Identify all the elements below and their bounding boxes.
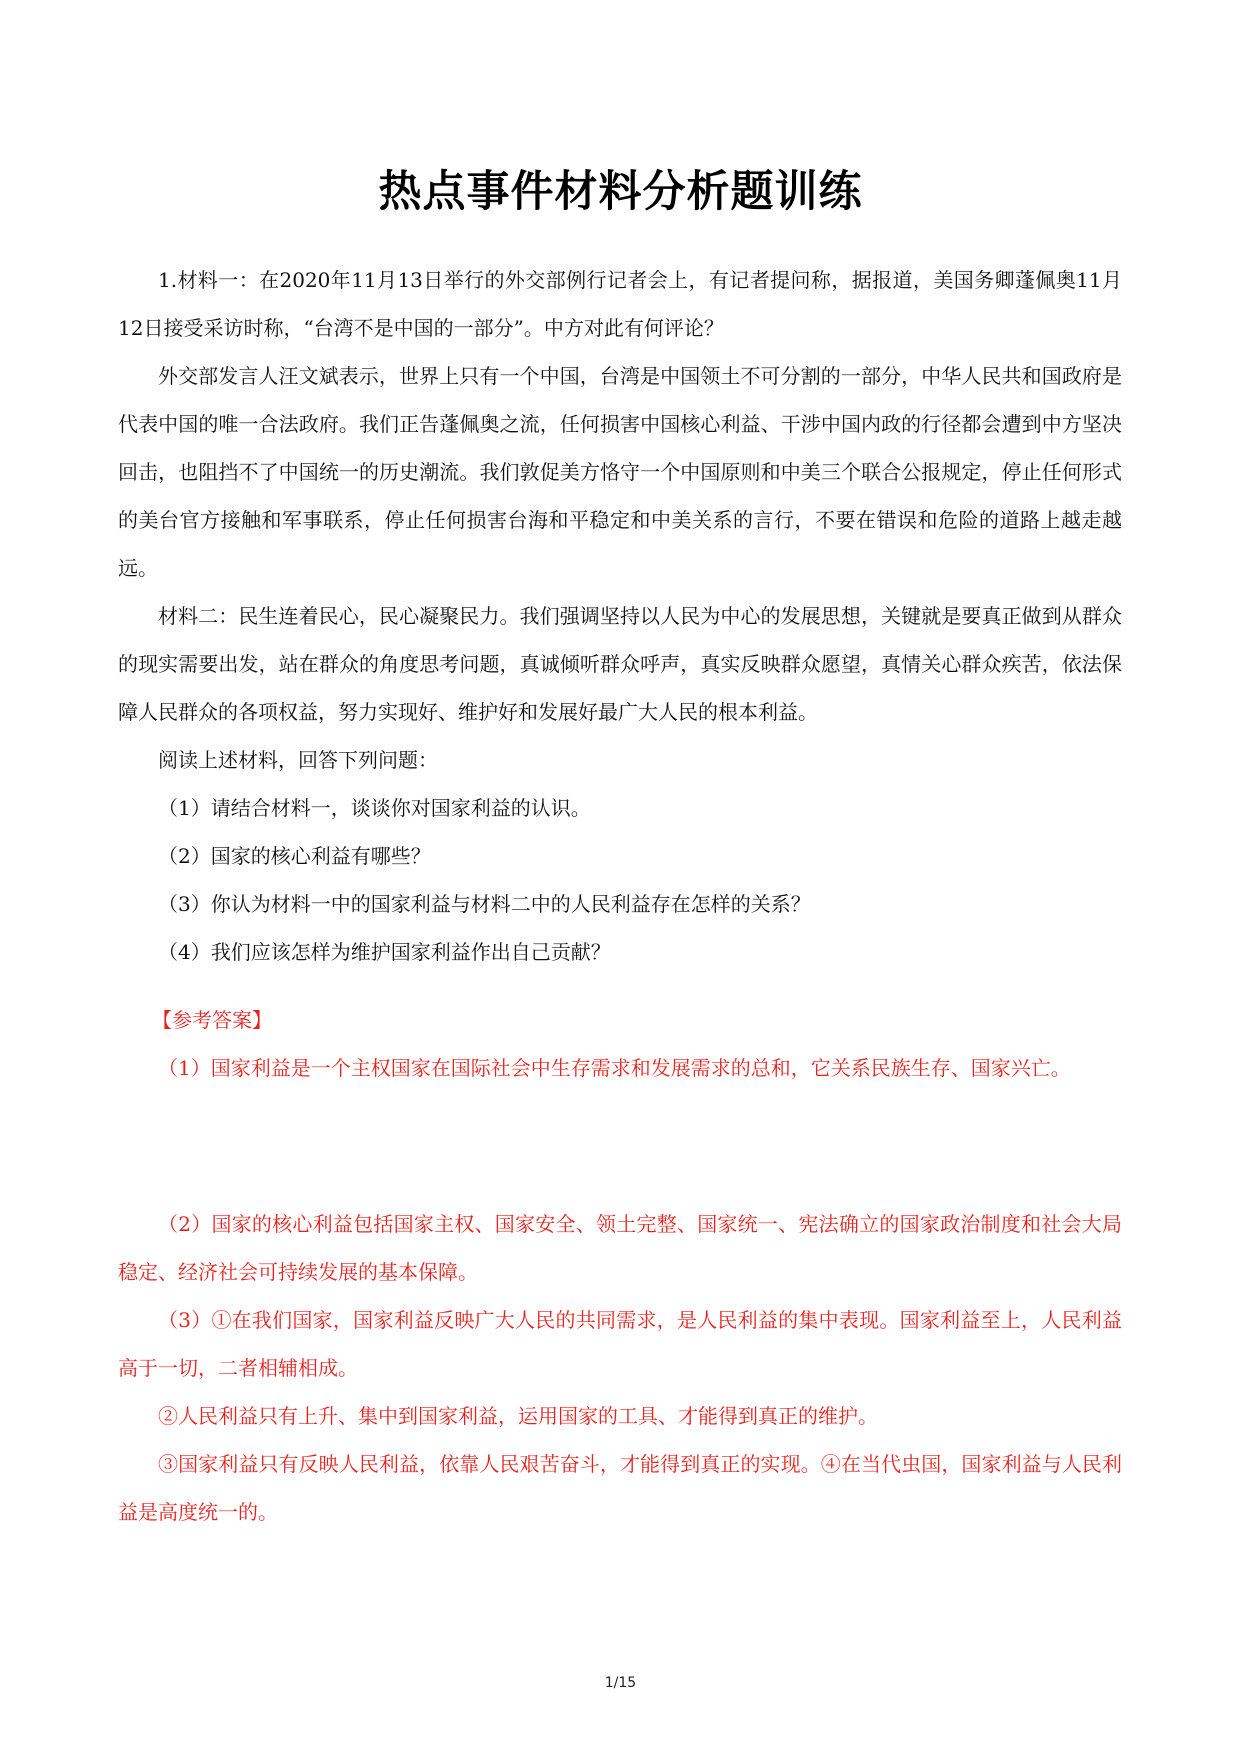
question-2: （2）国家的核心利益有哪些？ xyxy=(158,844,431,868)
material-two-paragraph: 材料二：民生连着民心，民心凝聚民力。我们强调坚持以人民为中心的发展思想，关键就是要真正做到从群众的现实需要出发，站在群众的角度思考问题，真诚倾听群众呼声，真实反映群众愿望，真情关心群众疾苦，依法保障人民群众的各项权益，努力实现好、维护好和发展好最广大人民的根本利益。 xyxy=(118,604,1122,724)
material-one-paragraph-2: 外交部发言人汪文斌表示，世界上只有一个中国，台湾是中国领土不可分割的一部分，中华人民共和国政府是代表中国的唯一合法政府。我们正告蓬佩奥之流，任何损害中国核心利益、干涉中国内政的行径都会遭到中方坚决回击，也阻挡不了中国统一的历史潮流。我们敦促美方恪守一个中国原则和中美三个联合公报规定，停止任何形式的美台官方接触和军事联系，停止任何损害台海和平稳定和中美关系的言行，不要在错误和危险的道路上越走越远。 xyxy=(118,364,1122,580)
answer-section-continued xyxy=(118,1200,1122,1536)
answer-3-part-1: （3）①在我们国家，国家利益反映广大人民的共同需求，是人民利益的集中表现。国家利益至上，人民利益高于一切，二者相辅相成。 xyxy=(118,1308,1122,1380)
answer-3-part-3: ③国家利益只有反映人民利益，依靠人民艰苦奋斗，才能得到真正的实现。④在当代虫国，国家利益与人民利益是高度统一的。 xyxy=(118,1452,1122,1524)
answer-2: （2）国家的核心利益包括国家主权、国家安全、领土完整、国家统一、宪法确立的国家政治制度和社会大局稳定、经济社会可持续发展的基本保障。 xyxy=(118,1212,1122,1284)
answer-heading: 【参考答案】 xyxy=(152,1008,272,1032)
material-one-paragraph-1: 1.材料一：在2020年11月13日举行的外交部例行记者会上，有记者提问称，据报道，美国务卿蓬佩奥11月12日接受采访时称，“台湾不是中国的一部分”。中方对此有何评论？ xyxy=(118,268,1122,340)
question-1: （1）请结合材料一，谈谈你对国家利益的认识。 xyxy=(158,796,591,820)
answer-3-part-2: ②人民利益只有上升、集中到国家利益，运用国家的工具、才能得到真正的维护。 xyxy=(158,1404,878,1428)
page-title: 热点事件材料分析题训练 xyxy=(378,167,863,217)
page-number: 1/15 xyxy=(604,1675,637,1691)
instruction-text: 阅读上述材料，回答下列问题： xyxy=(158,748,438,772)
question-section xyxy=(118,256,1122,976)
question-3: （3）你认为材料一中的国家利益与材料二中的人民利益存在怎样的关系？ xyxy=(158,892,811,916)
answer-1: （1）国家利益是一个主权国家在国际社会中生存需求和发展需求的总和，它关系民族生存、国家兴亡。 xyxy=(158,1056,1071,1080)
question-4: （4）我们应该怎样为维护国家利益作出自己贡献？ xyxy=(158,940,611,964)
answer-section xyxy=(118,996,1122,1092)
